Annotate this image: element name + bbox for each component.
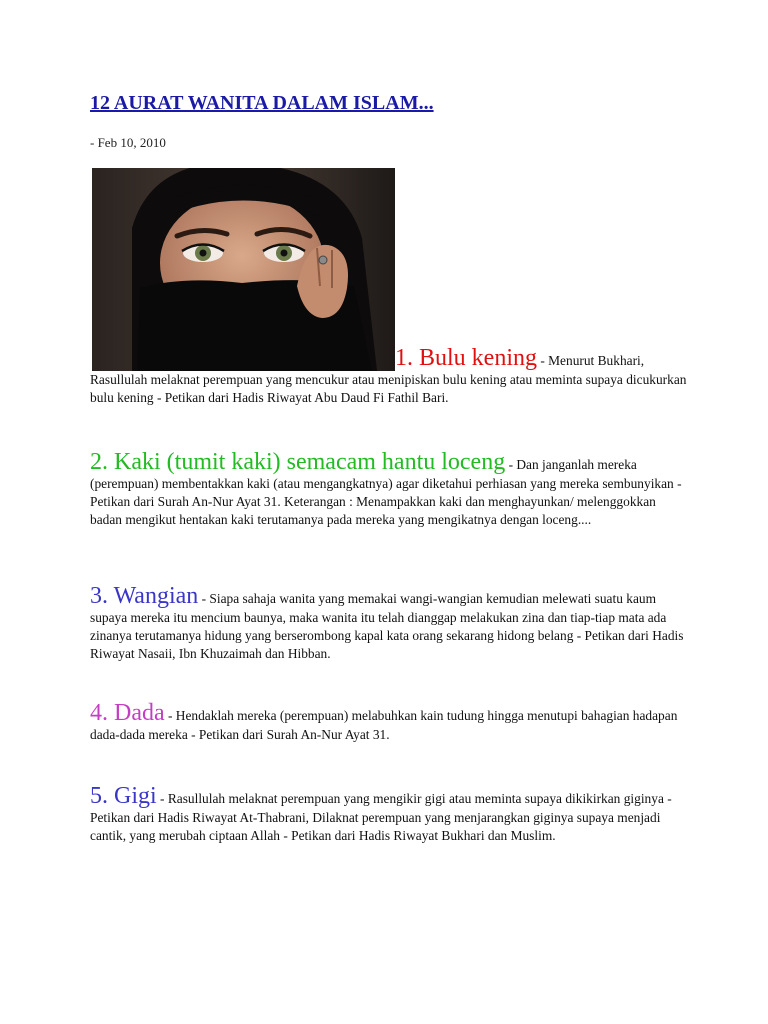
aurat-item-2 (90, 449, 690, 529)
aurat-item-3-text: - Siapa sahaja wanita yang memakai wangi-wangian kemudian melewati suatu kaum supaya mereka itu mencium baunya, maka wanita itu telah dianggap melakukan zina dan tiap-tiap mata ada zinanya terutamanya hidung yang berserombong kapal kata orang sekarang hidong belang - Petikan dari Hadis Riwayat Nasaii, Ibn Khuzaimah dan Hibban. (90, 591, 684, 661)
aurat-item-5 (90, 783, 690, 845)
aurat-item-1-heading: 1. Bulu kening (395, 345, 537, 371)
aurat-item-4-text: - Hendaklah mereka (perempuan) melabuhkan kain tudung hingga menutupi bahagian hadapan dada-dada mereka - Petikan dari Surah An-Nur Ayat 31. (90, 708, 678, 742)
veiled-woman-image (92, 168, 395, 371)
aurat-item-5-text: - Rasullulah melaknat perempuan yang mengikir gigi atau meminta supaya dikikirkan giginya - Petikan dari Hadis Riwayat At-Thabrani, Dilaknat perempuan yang menjarangkan giginya supaya menjadi cantik, yang merubah ciptaan Allah - Petikan dari Hadis Riwayat Bukhari dan Muslim. (90, 791, 672, 843)
aurat-item-2-heading: 2. Kaki (tumit kaki) semacam hantu loceng (90, 449, 506, 475)
article-title-link[interactable]: 12 AURAT WANITA DALAM ISLAM... (90, 92, 434, 114)
aurat-item-3 (90, 583, 690, 663)
aurat-item-3-heading: 3. Wangian (90, 583, 199, 609)
aurat-item-4-heading: 4. Dada (90, 700, 165, 726)
article-photo (92, 168, 395, 371)
aurat-item-5-heading: 5. Gigi (90, 783, 157, 809)
aurat-item-1-text: - Menurut Bukhari, Rasullulah melaknat perempuan yang mencukur atau menipiskan bulu kening atau meminta supaya dicukurkan bulu kening - Petikan dari Hadis Riwayat Abu Daud Fi Fathil Bari. (90, 353, 687, 405)
aurat-item-2-text: - Dan janganlah mereka (perempuan) membentakkan kaki (atau mengangkatnya) agar diketahui perhiasan yang mereka sembunyikan - Petikan dari Surah An-Nur Ayat 31. Keterangan : Menampakkan kaki dan menghayunkan/ melenggokkan badan mengikut hentakan kaki terutamanya pada mereka yang mengikatnya dengan loceng.... (90, 457, 682, 527)
aurat-item-4 (90, 700, 690, 744)
aurat-item-1 (90, 345, 690, 407)
post-date: - Feb 10, 2010 (90, 135, 166, 150)
